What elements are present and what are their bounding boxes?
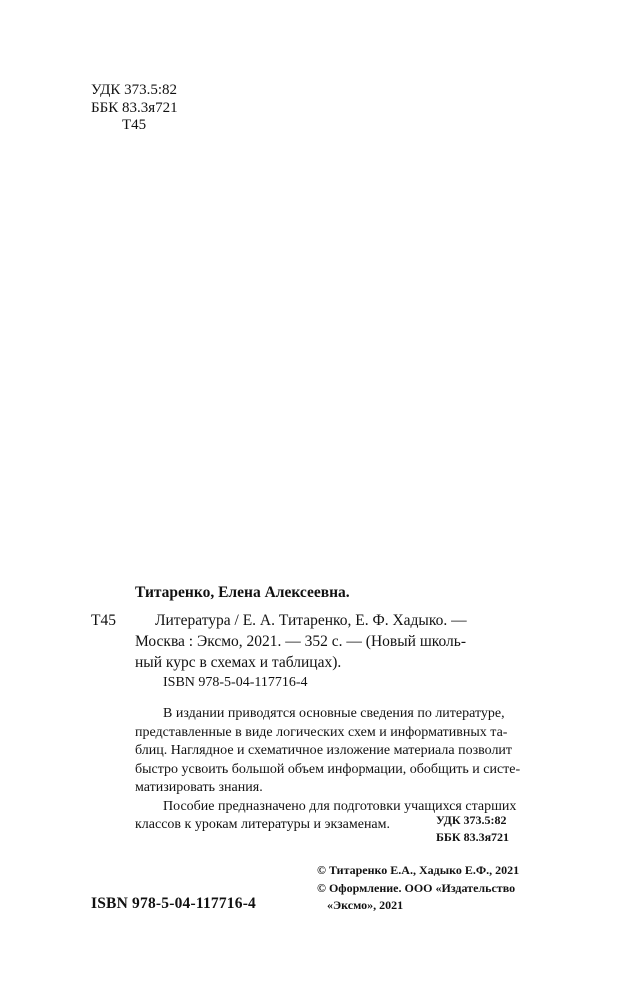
bib-line: Москва : Эксмо, 2021. — 352 с. — (Новый школь-: [135, 633, 467, 650]
bib-line: Литература / Е. А. Титаренко, Е. Ф. Хадыко. —: [155, 612, 467, 629]
annotation-line: блиц. Наглядное и схематичное изложение материала позволит: [135, 743, 513, 758]
copyright-line: «Эксмо», 2021: [327, 898, 404, 912]
bbk-code: ББК 83.3я721: [436, 830, 510, 844]
top-classification-codes: [91, 82, 178, 135]
copyright-block: [317, 862, 519, 915]
annotation-line: быстро усвоить большой объем информации, обобщить и систе-: [135, 761, 521, 777]
udk-code: УДК 373.5:82: [91, 82, 178, 98]
entry-isbn: ISBN 978-5-04-117716-4: [163, 675, 308, 690]
annotation-line: классов к урокам литературы и экзаменам.: [135, 817, 391, 832]
annotation-line: представленные в виде логических схем и информативных та-: [135, 724, 508, 740]
isbn-bottom: ISBN 978-5-04-117716-4: [91, 895, 257, 912]
udk-code: УДК 373.5:82: [436, 813, 507, 827]
author-heading: Титаренко, Елена Алексеевна.: [135, 584, 350, 601]
bbk-code: ББК 83.3я721: [91, 99, 178, 116]
copyright-line: © Оформление. ООО «Издательство: [317, 880, 516, 895]
bib-line: ный курс в схемах и таблицах).: [135, 654, 342, 671]
bibliographic-description: [135, 610, 533, 673]
annotation-line: матизировать знания.: [135, 780, 263, 795]
cutter-code: Т45: [122, 117, 147, 133]
right-classification-codes: [436, 812, 509, 846]
annotation-line: В издании приводятся основные сведения по литературе,: [163, 706, 505, 721]
entry-cutter-code: Т45: [91, 612, 116, 629]
copyright-line: © Титаренко Е.А., Хадыко Е.Ф., 2021: [317, 863, 520, 877]
annotation-line: Пособие предназначено для подготовки учащихся старших: [163, 798, 517, 814]
